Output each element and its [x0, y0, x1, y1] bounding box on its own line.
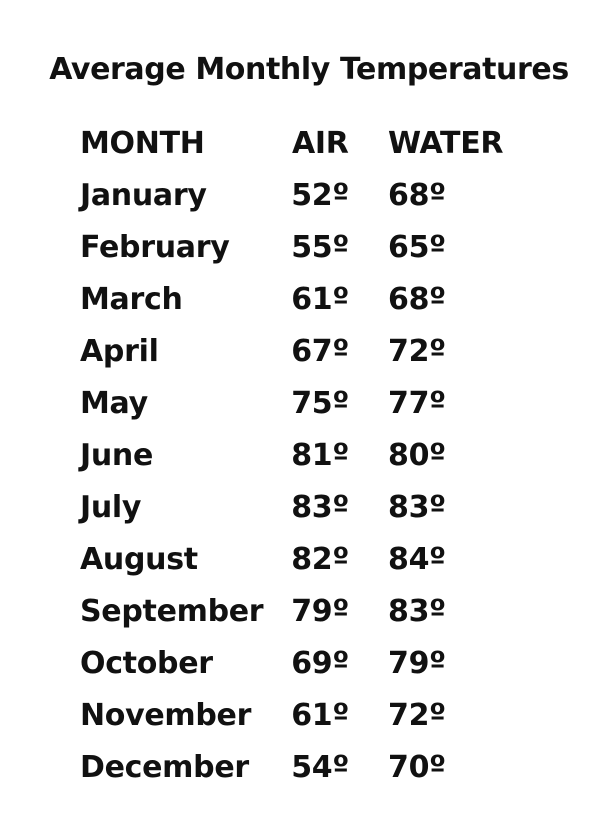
header-air: AIR	[292, 126, 349, 161]
month-cell: February	[80, 230, 230, 265]
air-temp-cell: 83º	[291, 490, 349, 525]
month-cell: November	[80, 698, 252, 733]
air-temp-cell: 61º	[291, 282, 349, 317]
month-cell: May	[80, 386, 148, 421]
water-temp-cell: 68º	[388, 282, 446, 317]
table-row	[80, 694, 540, 746]
table-row	[80, 590, 540, 642]
water-temp-cell: 72º	[388, 334, 446, 369]
table-body	[80, 174, 540, 798]
table-row	[80, 226, 540, 278]
air-temp-cell: 82º	[291, 542, 349, 577]
table-row	[80, 434, 540, 486]
month-cell: June	[80, 438, 154, 473]
water-temp-cell: 65º	[388, 230, 446, 265]
air-temp-cell: 61º	[291, 698, 349, 733]
water-temp-cell: 72º	[388, 698, 446, 733]
header-month: MONTH	[80, 126, 205, 161]
water-temp-cell: 70º	[388, 750, 446, 785]
air-temp-cell: 81º	[291, 438, 349, 473]
table-header-row	[80, 122, 540, 174]
water-temp-cell: 77º	[388, 386, 446, 421]
water-temp-cell: 68º	[388, 178, 446, 213]
water-temp-cell: 84º	[388, 542, 446, 577]
table-row	[80, 174, 540, 226]
month-cell: April	[80, 334, 159, 369]
month-cell: October	[80, 646, 213, 681]
table-row	[80, 278, 540, 330]
month-cell: January	[80, 178, 207, 213]
header-water: WATER	[388, 126, 504, 161]
water-temp-cell: 83º	[388, 594, 446, 629]
month-cell: March	[80, 282, 183, 317]
table-row	[80, 486, 540, 538]
air-temp-cell: 55º	[291, 230, 349, 265]
table-row	[80, 330, 540, 382]
water-temp-cell: 79º	[388, 646, 446, 681]
air-temp-cell: 69º	[291, 646, 349, 681]
page-title: Average Monthly Temperatures	[49, 52, 569, 87]
table-row	[80, 382, 540, 434]
table-row	[80, 642, 540, 694]
month-cell: December	[80, 750, 249, 785]
air-temp-cell: 79º	[291, 594, 349, 629]
water-temp-cell: 80º	[388, 438, 446, 473]
temperature-table	[80, 122, 540, 798]
air-temp-cell: 67º	[291, 334, 349, 369]
water-temp-cell: 83º	[388, 490, 446, 525]
month-cell: September	[80, 594, 264, 629]
table-row	[80, 538, 540, 590]
table-row	[80, 746, 540, 798]
air-temp-cell: 52º	[291, 178, 349, 213]
month-cell: July	[80, 490, 142, 525]
air-temp-cell: 54º	[291, 750, 349, 785]
month-cell: August	[80, 542, 198, 577]
air-temp-cell: 75º	[291, 386, 349, 421]
